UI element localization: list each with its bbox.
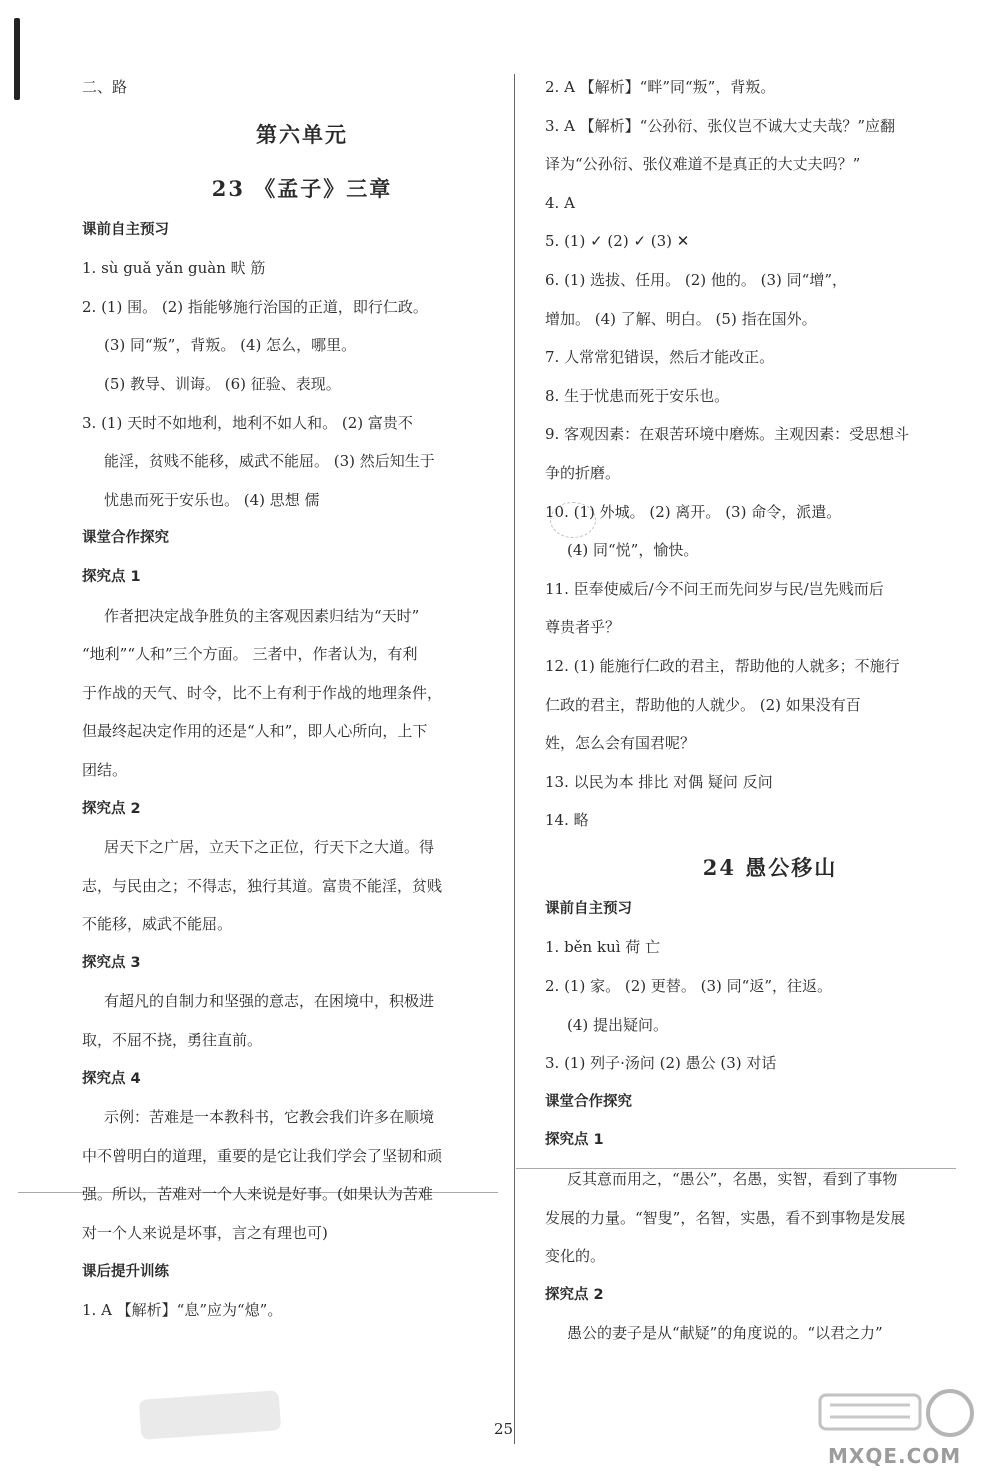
answer-line: 发展的力量。“智叟”，名智，实愚，看不到事物是发展 xyxy=(545,1208,906,1227)
answer-line: 对一个人来说是坏事，言之有理也可) xyxy=(82,1224,328,1243)
watermark-text: MXQE.COM xyxy=(828,1444,962,1468)
unit-title: 第六单元 xyxy=(256,121,348,147)
answer-line: 9. 客观因素：在艰苦环境中磨炼。主观因素：受思想斗 xyxy=(545,425,910,444)
answer-line: 中不曾明白的道理，重要的是它让我们学会了坚韧和顽 xyxy=(82,1146,443,1165)
answer-line: 取，不屈不挠，勇往直前。 xyxy=(82,1031,263,1050)
answer-line: 2. (1) 家。 (2) 更替。 (3) 同“返”，往返。 xyxy=(545,977,833,996)
answer-line: 能淫，贫贱不能移，威武不能屈。 (3) 然后知生于 xyxy=(104,452,435,471)
answer-line: 志，与民由之；不得志，独行其道。富贵不能淫，贫贱 xyxy=(82,876,443,895)
scan-edge-mark xyxy=(14,18,20,100)
answer-line: 愚公的妻子是从“献疑”的角度说的。“以君之力” xyxy=(567,1324,883,1343)
page-number: 25 xyxy=(494,1420,514,1438)
answer-line: 8. 生于忧患而死于安乐也。 xyxy=(545,386,730,405)
answer-line: 2. A 【解析】“畔”同“叛”，背叛。 xyxy=(545,78,776,96)
answer-line: 有超凡的自制力和坚强的意志，在困境中，积极进 xyxy=(104,992,435,1011)
answer-line: 强。所以，苦难对一个人来说是好事。(如果认为苦难 xyxy=(82,1185,433,1204)
answer-line: (5) 教导、训诲。 (6) 征验、表现。 xyxy=(104,374,341,393)
answer-line: 10. (1) 外城。 (2) 离开。 (3) 命令，派遣。 xyxy=(545,502,842,521)
answer-line: 于作战的天气、时令，比不上有利于作战的地理条件， xyxy=(82,683,443,702)
answer-line: “地利”“人和”三个方面。 三者中，作者认为，有利 xyxy=(82,645,418,664)
answer-line: 姓，怎么会有国君呢？ xyxy=(545,734,696,753)
answer-line: 反其意而用之，“愚公”，名愚，实智，看到了事物 xyxy=(567,1170,898,1189)
answer-line: 13. 以民为本 排比 对偶 疑问 反问 xyxy=(545,772,773,791)
section-heading: 课前自主预习 xyxy=(545,900,632,917)
answer-line: 作者把决定战争胜负的主客观因素归结为“天时” xyxy=(104,606,420,625)
answer-line: 3. A 【解析】“公孙衍、张仪岂不诚大丈夫哉？”应翻 xyxy=(545,116,896,135)
subsection-heading: 探究点 2 xyxy=(82,800,141,817)
answer-line: 5. (1) ✓ (2) ✓ (3) ✕ xyxy=(545,232,690,251)
section-heading: 课后提升训练 xyxy=(82,1263,169,1280)
answer-line: (4) 同“悦”，愉快。 xyxy=(567,541,699,560)
answer-line: 6. (1) 选拔、任用。 (2) 他的。 (3) 同“增”， xyxy=(545,270,848,289)
answer-line: 不能移，威武不能屈。 xyxy=(82,915,233,934)
answer-line: 居天下之广居，立天下之正位，行天下之大道。得 xyxy=(104,838,435,857)
subsection-heading: 探究点 1 xyxy=(545,1132,604,1149)
subsection-heading: 探究点 4 xyxy=(82,1070,141,1087)
section-heading: 课堂合作探究 xyxy=(545,1093,632,1110)
lesson-title: 23 《孟子》三章 xyxy=(211,175,393,201)
answer-line: 3. (1) 列子·汤问 (2) 愚公 (3) 对话 xyxy=(545,1054,777,1073)
answer-line: 7. 人常常犯错误，然后才能改正。 xyxy=(545,348,775,367)
answer-line: 争的折磨。 xyxy=(545,463,621,482)
right-column xyxy=(545,78,955,1363)
answer-line: 1. běn kuì 荷 亡 xyxy=(545,938,661,957)
answer-line: 译为“公孙衍、张仪难道不是真正的大丈夫吗？” xyxy=(545,155,861,174)
answer-line: 示例：苦难是一本教科书，它教会我们许多在顺境 xyxy=(104,1108,435,1127)
answer-line: 1. sù guǎ yǎn guàn 畎 筋 xyxy=(82,259,266,278)
ink-smudge xyxy=(139,1390,281,1440)
answer-line: 11. 臣奉使威后/今不问王而先问岁与民/岂先贱而后 xyxy=(545,579,884,598)
answer-line: 尊贵者乎？ xyxy=(545,618,621,637)
answer-line: 但最终起决定作用的还是“人和”，即人心所向，上下 xyxy=(82,722,428,741)
answer-line: 3. (1) 天时不如地利，地利不如人和。 (2) 富贵不 xyxy=(82,413,413,432)
answer-line: 团结。 xyxy=(82,760,128,779)
answer-line: 4. A xyxy=(545,193,575,212)
answer-line: 忧患而死于安乐也。 (4) 思想 儒 xyxy=(104,490,320,509)
subsection-heading: 探究点 2 xyxy=(545,1286,604,1303)
lesson-title: 24 愚公移山 xyxy=(702,854,838,880)
left-column xyxy=(82,78,482,1340)
section-heading: 课前自主预习 xyxy=(82,221,169,238)
answer-line: 增加。 (4) 了解、明白。 (5) 指在国外。 xyxy=(545,309,817,328)
answer-line: (4) 提出疑问。 xyxy=(567,1015,669,1034)
section-heading: 课堂合作探究 xyxy=(82,530,169,547)
answer-line: 12. (1) 能施行仁政的君主，帮助他的人就多；不施行 xyxy=(545,656,900,675)
answer-line: 仁政的君主，帮助他的人就少。 (2) 如果没有百 xyxy=(545,695,861,714)
answer-line: (3) 同“叛”，背叛。 (4) 怎么，哪里。 xyxy=(104,336,357,355)
answer-line: 二、路 xyxy=(82,78,128,96)
answer-line: 2. (1) 围。 (2) 指能够施行治国的正道，即行仁政。 xyxy=(82,297,428,316)
column-divider xyxy=(514,74,515,1444)
subsection-heading: 探究点 1 xyxy=(82,568,141,585)
answer-line: 变化的。 xyxy=(545,1247,606,1266)
answer-line: 14. 略 xyxy=(545,811,589,830)
subsection-heading: 探究点 3 xyxy=(82,954,141,971)
answer-line: 1. A 【解析】“息”应为“熄”。 xyxy=(82,1301,283,1320)
